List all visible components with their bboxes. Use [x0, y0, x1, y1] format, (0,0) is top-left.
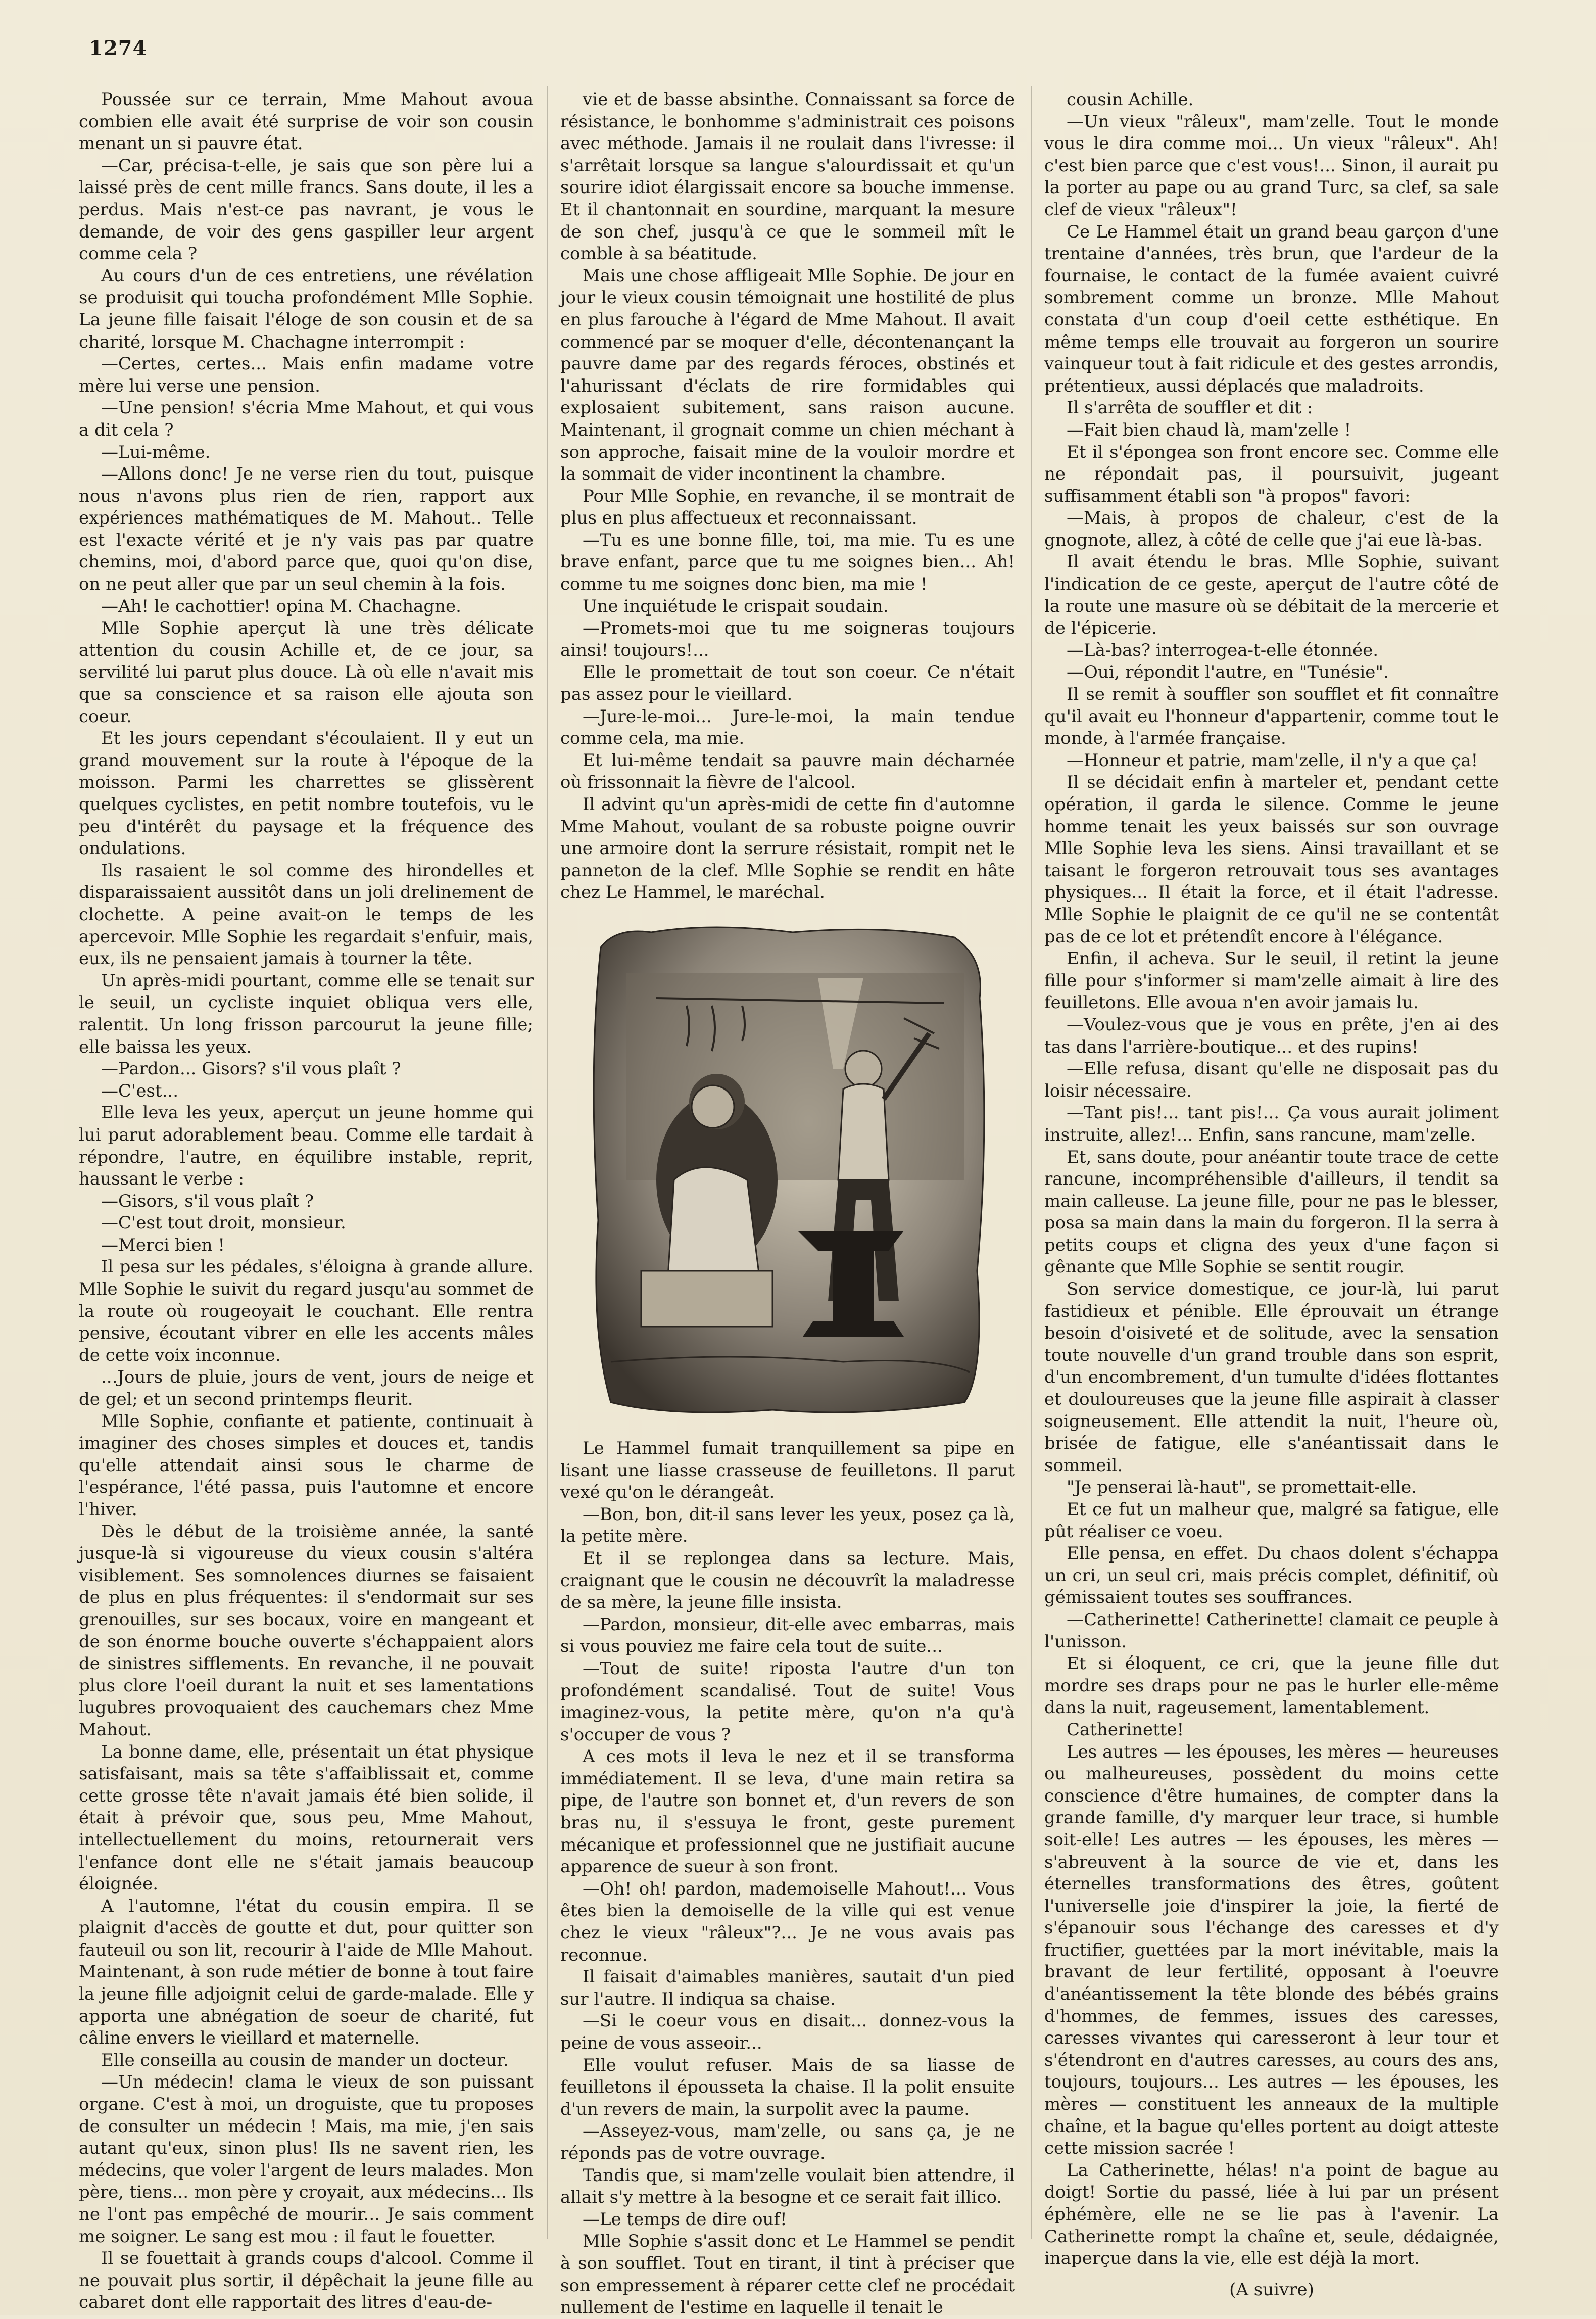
paragraph: —Un vieux "râleux", mam'zelle. Tout le monde vous le dira comme moi... Un vieux "râleux". Ah! c'est bien parce que c'est vous!... Sinon, il aurait pu la porter au pape ou au grand Turc, sa clef, sa sale clef de vieux "râleux"!	[1044, 111, 1499, 220]
paragraph: Elle leva les yeux, aperçut un jeune homme qui lui parut adorablement beau. Comme elle tardait à répondre, l'autre, en équilibre instable, reprit, haussant le verbe :	[79, 1103, 534, 1190]
paragraph: Catherinette!	[1067, 1719, 1184, 1740]
paragraph: —Honneur et patrie, mam'zelle, il n'y a que ça!	[1067, 750, 1478, 771]
paragraph: Et, sans doute, pour anéantir toute trace de cette rancune, incompréhensible d'ailleurs, il tendit sa main calleuse. La jeune fille, pour ne pas le blesser, posa sa main dans la main du forgeron. Il la serra à petits coups et cligna des yeux d'une façon si gênante que Mlle Sophie se sentit rougir.	[1044, 1147, 1499, 1277]
paragraph: Il se remit à souffler son soufflet et fit connaître qu'il avait eu l'honneur d'appartenir, comme tout le monde, à l'armée française.	[1044, 684, 1499, 749]
paragraph: Au cours d'un de ces entretiens, une révélation se produisit qui toucha profondément Mlle Sophie. La jeune fille faisait l'éloge de son cousin et de sa charité, lorsque M. Chachagne interrompit :	[79, 265, 534, 352]
paragraph: Le Hammel fumait tranquillement sa pipe en lisant une liasse crasseuse de feuilletons. Il parut vexé qu'on le dérangeât.	[560, 1438, 1015, 1503]
paragraph: Mlle Sophie, confiante et patiente, continuait à imaginer des choses simples et douces et, tandis qu'elle attendait ainsi sous le charme de l'espérance, l'été passa, puis l'automne et encore l'hiver.	[79, 1411, 534, 1520]
paragraph: —Mais, à propos de chaleur, c'est de la gnognote, allez, à côté de celle que j'ai eue là-bas.	[1044, 508, 1499, 550]
paragraph: —C'est...	[101, 1080, 179, 1101]
paragraph: —Elle refusa, disant qu'elle ne disposait pas du loisir nécessaire.	[1044, 1059, 1499, 1101]
paragraph: Les autres — les épouses, les mères — heureuses ou malheureuses, possèdent du moins cette conscience d'être humaines, de compter dans la grande famille, d'y marquer leur trace, si humble soit-elle! Les autres — les épouses, les mères — s'abreuvent à la source de vie et, dans les éternelles transformations des êtres, goûtent l'universelle joie d'inspirer la joie, la fierté de s'épanouir sous l'échange des caresses et d'y fructifier, guettées par la mort inévitable, mais la bravant de leur fertilité, opposant à l'oeuvre d'anéantissement la tête blonde des bébés grains d'hommes, de femmes, issues des caresses, caresses vivantes qui caresseront à leur tour et s'étendront en d'autres caresses, au cours des ans, toujours, toujours... Les autres — les épouses, les mères — constituent les anneaux de la multiple chaîne, et la bague qu'elles portent au doigt atteste cette mission sacrée !	[1044, 1741, 1499, 2159]
paragraph: —Oui, répondit l'autre, en "Tunésie".	[1067, 662, 1389, 683]
paragraph: —Merci bien !	[101, 1235, 225, 1255]
paragraph: "Je penserai là-haut", se promettait-elle.	[1067, 1477, 1417, 1498]
paragraph: —Fait bien chaud là, mam'zelle !	[1067, 419, 1351, 440]
to-be-continued: (A suivre)	[1229, 2279, 1314, 2300]
paragraph: —Une pension! s'écria Mme Mahout, et qui vous a dit cela ?	[79, 398, 534, 440]
text-column-3	[1044, 89, 1499, 2300]
paragraph: Il s'arrêta de souffler et dit :	[1067, 398, 1313, 418]
engraving-forge-scene-icon	[581, 917, 995, 1423]
paragraph: La Catherinette, hélas! n'a point de bague au doigt! Sortie du passé, liée à lui par un présent éphémère, elle ne se lie pas à l'avenir. La Catherinette rompt la chaîne et, seule, dédaignée, inaperçue dans la vie, elle est déjà la mort.	[1044, 2160, 1499, 2269]
paragraph: Et il s'épongea son front encore sec. Comme elle ne répondait pas, il poursuivit, jugeant suffisamment établi son "à propos" favori:	[1044, 442, 1499, 506]
paragraph: Ce Le Hammel était un grand beau garçon d'une trentaine d'années, très brun, que l'ardeur de la fournaise, le contact de la fumée avaient cuivré sombrement comme un bronze. Mlle Mahout constata d'un coup d'oeil cette esthétique. En même temps elle trouvait au forgeron un sourire vainqueur tout à fait ridicule et des gestes arrondis, prétentieux, aussi déplacés que maladroits.	[1044, 221, 1499, 396]
paragraph: Et si éloquent, ce cri, que la jeune fille dut mordre ses draps pour ne pas le hurler elle-même dans la nuit, rageusement, lamentablement.	[1044, 1653, 1499, 1718]
column-rule	[1031, 86, 1032, 2239]
page-number: 1274	[89, 36, 148, 60]
forge-illustration	[581, 917, 995, 1423]
paragraph: ...Jours de pluie, jours de vent, jours de neige et de gel; et un second printemps fleurit.	[79, 1367, 534, 1410]
paragraph: Tandis que, si mam'zelle voulait bien attendre, il allait s'y mettre à la besogne et ce serait fait illico.	[560, 2165, 1015, 2208]
column-2-bottom-text	[560, 1438, 1015, 2319]
paragraph: Son service domestique, ce jour-là, lui parut fastidieux et pénible. Elle éprouvait un étrange besoin d'oisiveté et de solitude, avec la sensation toute nouvelle d'un grand trouble dans son esprit, d'un encombrement, d'un tumulte d'idées flottantes et douloureuses que la jeune fille aspirait à classer soigneusement. Elle attendit la nuit, l'heure où, brisée de fatigue, elle s'anéantissait dans le sommeil.	[1044, 1279, 1499, 1476]
column-3-text	[1044, 89, 1499, 2270]
paragraph: —Tu es une bonne fille, toi, ma mie. Tu es une brave enfant, parce que tu me soignes bien... Ah! comme tu me soignes donc bien, ma mie !	[560, 530, 1015, 595]
text-column-1	[79, 89, 534, 2313]
paragraph: —C'est tout droit, monsieur.	[101, 1213, 346, 1234]
paragraph: cousin Achille.	[1067, 89, 1194, 110]
paragraph: —Si le coeur vous en disait... donnez-vous la peine de vous asseoir...	[560, 2011, 1015, 2053]
paragraph: —Oh! oh! pardon, mademoiselle Mahout!... Vous êtes bien la demoiselle de la ville qui est venue chez le vieux "râleux"?... Je ne vous avais pas reconnue.	[560, 1878, 1015, 1965]
paragraph: —Catherinette! Catherinette! clamait ce peuple à l'unisson.	[1044, 1609, 1499, 1652]
paragraph: —Pardon, monsieur, dit-elle avec embarras, mais si vous pouviez me faire cela tout de suite...	[560, 1614, 1015, 1657]
paragraph: —Jure-le-moi... Jure-le-moi, la main tendue comme cela, ma mie.	[560, 706, 1015, 749]
paragraph: Et les jours cependant s'écoulaient. Il y eut un grand mouvement sur la route à l'époque de la moisson. Parmi les charrettes se glissèrent quelques cyclistes, en petit nombre toutefois, vu le peu d'intérêt du paysage et la fréquence des ondulations.	[79, 728, 534, 859]
paragraph: —Gisors, s'il vous plaît ?	[101, 1191, 314, 1211]
paragraph: —Bon, bon, dit-il sans lever les yeux, posez ça là, la petite mère.	[560, 1504, 1015, 1547]
paragraph: Poussée sur ce terrain, Mme Mahout avoua combien elle avait été surprise de voir son cousin menant un si pauvre état.	[79, 89, 534, 154]
paragraph: Pour Mlle Sophie, en revanche, il se montrait de plus en plus affectueux et reconnaissant.	[560, 486, 1015, 529]
paragraph: —Le temps de dire ouf!	[583, 2209, 787, 2230]
paragraph: —Un médecin! clama le vieux de son puissant organe. C'est à moi, un droguiste, que tu proposes de consulter un médecin ! Mais, ma mie, j'en sais autant qu'eux, sinon plus! Ils ne savent rien, les médecins, que voler l'argent de leurs malades. Mon père, tiens... mon père y croyait, aux médecins... Ils ne l'ont pas empêché de mourir... Je sais comment me soigner. Le sang est mou : il faut le fouetter.	[79, 2072, 534, 2247]
paragraph: Mlle Sophie s'assit donc et Le Hammel se pendit à son soufflet. Tout en tirant, il tint à préciser que son empressement à réparer cette clef ne procédait nullement de l'estime en laquelle il tenait le	[560, 2231, 1015, 2318]
paragraph: Et il se replongea dans sa lecture. Mais, craignant que le cousin ne découvrît la maladresse de sa mère, la jeune fille insista.	[560, 1548, 1015, 1613]
paragraph: Elle le promettait de tout son coeur. Ce n'était pas assez pour le vieillard.	[560, 662, 1015, 705]
paragraph: vie et de basse absinthe. Connaissant sa force de résistance, le bonhomme s'administrait ces poisons avec méthode. Jamais il ne roulait dans l'ivresse: il s'arrêtait lorsque sa langue s'alourdissait et qu'un sourire idiot élargissait encore sa bouche immense. Et il chantonnait en sourdine, marquant la mesure de son chef, jusqu'à ce que le sommeil mît le comble à sa béatitude.	[560, 89, 1015, 264]
column-2-top-text	[560, 89, 1015, 904]
paragraph: A ces mots il leva le nez et il se transforma immédiatement. Il se leva, d'une main retira sa pipe, de l'autre son bonnet et, d'un revers de son bras nu, il s'essuya le front, geste purement mécanique et professionnel que ne justifiait aucune apparence de sueur à son front.	[560, 1746, 1015, 1877]
paragraph: —Ah! le cachottier! opina M. Chachagne.	[101, 596, 461, 617]
paragraph: Il se fouettait à grands coups d'alcool. Comme il ne pouvait plus sortir, il dépêchait la jeune fille au cabaret dont elle rapportait des litres d'eau-de-	[79, 2248, 534, 2313]
paragraph: —Certes, certes... Mais enfin madame votre mère lui verse une pension.	[79, 354, 534, 396]
paragraph: —Allons donc! Je ne verse rien du tout, puisque nous n'avons plus rien de rien, rapport aux expériences mathématiques de M. Mahout.. Telle est l'exacte vérité et je n'y vais pas par quatre chemins, moi, d'abord parce que, quoi qu'on dise, on ne peut aller que par un seul chemin à la fois.	[79, 464, 534, 595]
paragraph: Il pesa sur les pédales, s'éloigna à grande allure. Mlle Sophie le suivit du regard jusqu'au sommet de la route où rougeoyait le couchant. Elle rentra pensive, écoutant vibrer en elle les accents mâles de cette voix inconnue.	[79, 1257, 534, 1365]
paragraph: Il se décidait enfin à marteler et, pendant cette opération, il garda le silence. Comme le jeune homme tenait les yeux baissés sur son ouvrage Mlle Sophie leva les siens. Ainsi travaillant et se taisant le forgeron retrouvait tous ses avantages physiques... Il était la force, et il était l'adresse. Mlle Sophie le plaignit de ce qu'il ne se contentât pas de ce lot et prétendît encore à l'élégance.	[1044, 772, 1499, 947]
paragraph: —Tant pis!... tant pis!... Ça vous aurait joliment instruite, allez!... Enfin, sans rancune, mam'zelle.	[1044, 1103, 1499, 1145]
paragraph: Elle voulut refuser. Mais de sa liasse de feuilletons il épousseta la chaise. Il la polit ensuite d'un revers de main, la surpolit avec la paume.	[560, 2055, 1015, 2119]
paragraph: —Asseyez-vous, mam'zelle, ou sans ça, je ne réponds pas de votre ouvrage.	[560, 2121, 1015, 2163]
paragraph: Ils rasaient le sol comme des hirondelles et disparaissaient aussitôt dans un joli drelinement de clochette. A peine avait-on le temps de les apercevoir. Mlle Sophie les regardait s'enfuir, mais, eux, ils ne pensaient jamais à tourner la tête.	[79, 860, 534, 969]
paragraph: Une inquiétude le crispait soudain.	[583, 596, 889, 617]
column-rule	[547, 86, 548, 2239]
paragraph: Elle conseilla au cousin de mander un docteur.	[101, 2050, 509, 2070]
paragraph: Il advint qu'un après-midi de cette fin d'automne Mme Mahout, voulant de sa robuste poigne ouvrir une armoire dont la serrure résistait, rompit net le panneton de la clef. Mlle Sophie se rendit en hâte chez Le Hammel, le maréchal.	[560, 794, 1015, 903]
paragraph: Et lui-même tendait sa pauvre main décharnée où frissonnait la fièvre de l'alcool.	[560, 750, 1015, 793]
paragraph: Il avait étendu le bras. Mlle Sophie, suivant l'indication de ce geste, aperçut de l'autre côté de la route une masure où se débitait de la mercerie et de l'épicerie.	[1044, 552, 1499, 639]
paragraph: A l'automne, l'état du cousin empira. Il se plaignit d'accès de goutte et dut, pour quitter son fauteuil ou son lit, recourir à l'aide de Mlle Mahout. Maintenant, à son rude métier de bonne à tout faire la jeune fille adjoignit celui de garde-malade. Elle y apporta une abnégation de soeur de charité, fut câline envers le vieillard et maternelle.	[79, 1896, 534, 2049]
paragraph: Mlle Sophie aperçut là une très délicate attention du cousin Achille et, de ce jour, sa servilité lui parut plus douce. Là où elle n'avait mis que sa conscience et sa raison elle ajouta son coeur.	[79, 618, 534, 727]
paragraph: Enfin, il acheva. Sur le seuil, il retint la jeune fille pour s'informer si mam'zelle aimait à lire des feuilletons. Elle avoua n'en avoir jamais lu.	[1044, 949, 1499, 1013]
paragraph: —Voulez-vous que je vous en prête, j'en ai des tas dans l'arrière-boutique... et des rupins!	[1044, 1014, 1499, 1057]
paragraph: —Pardon... Gisors? s'il vous plaît ?	[101, 1059, 401, 1079]
paragraph: Dès le début de la troisième année, la santé jusque-là si vigoureuse du vieux cousin s'altéra visiblement. Ses somnolences diurnes se faisaient de plus en plus fréquentes: il s'endormait sur ses grenouilles, sur ses bocaux, voire en mangeant et de son énorme bouche ouverte s'échappaient alors de sinistres sifflements. En revanche, il ne pouvait plus clore l'oeil durant la nuit et ses lamentations lugubres provoquaient des cauchemars chez Mme Mahout.	[79, 1521, 534, 1740]
paragraph: Un après-midi pourtant, comme elle se tenait sur le seuil, un cycliste inquiet obliqua vers elle, ralentit. Un long frisson parcourut la jeune fille; elle baissa les yeux.	[79, 970, 534, 1057]
paragraph: —Tout de suite! riposta l'autre d'un ton profondément scandalisé. Tout de suite! Vous imaginez-vous, la petite mère, qu'on n'a qu'à s'occuper de vous ?	[560, 1658, 1015, 1745]
paragraph: —Car, précisa-t-elle, je sais que son père lui a laissé près de cent mille francs. Sans doute, il les a perdus. Mais n'est-ce pas navrant, je vous le demande, de voir des gens gaspiller leur argent comme cela ?	[79, 155, 534, 264]
paragraph: —Lui-même.	[101, 442, 211, 462]
paragraph: —Là-bas? interrogea-t-elle étonnée.	[1067, 640, 1379, 660]
paragraph: La bonne dame, elle, présentait un état physique satisfaisant, mais sa tête s'affaiblissait et, comme cette grosse tête n'avait jamais été bien solide, il était à prévoir que, sous peu, Mme Mahout, intellectuellement du moins, retournerait vers l'enfance dont elle ne s'était jamais beaucoup éloignée.	[79, 1741, 534, 1895]
text-column-2	[560, 89, 1015, 2318]
paragraph: —Promets-moi que tu me soigneras toujours ainsi! toujours!...	[560, 618, 1015, 660]
paragraph: Mais une chose affligeait Mlle Sophie. De jour en jour le vieux cousin témoignait une hostilité de plus en plus farouche à l'égard de Mme Mahout. Il avait commencé par se moquer d'elle, décontenançant la pauvre dame par des regards féroces, obstinés et l'ahurissant d'éclats de rire formidables qui explosaient subitement, sans raison aucune. Maintenant, il grognait comme un chien méchant à son approche, faisait mine de la vouloir mordre et la sommait de vider incontinent la chambre.	[560, 265, 1015, 485]
paragraph: Elle pensa, en effet. Du chaos dolent s'échappa un cri, un seul cri, mais précis complet, définitif, où gémissaient toutes ses souffrances.	[1044, 1543, 1499, 1608]
paragraph: Il faisait d'aimables manières, sautait d'un pied sur l'autre. Il indiqua sa chaise.	[560, 1967, 1015, 2009]
paragraph: Et ce fut un malheur que, malgré sa fatigue, elle pût réaliser ce voeu.	[1044, 1499, 1499, 1542]
